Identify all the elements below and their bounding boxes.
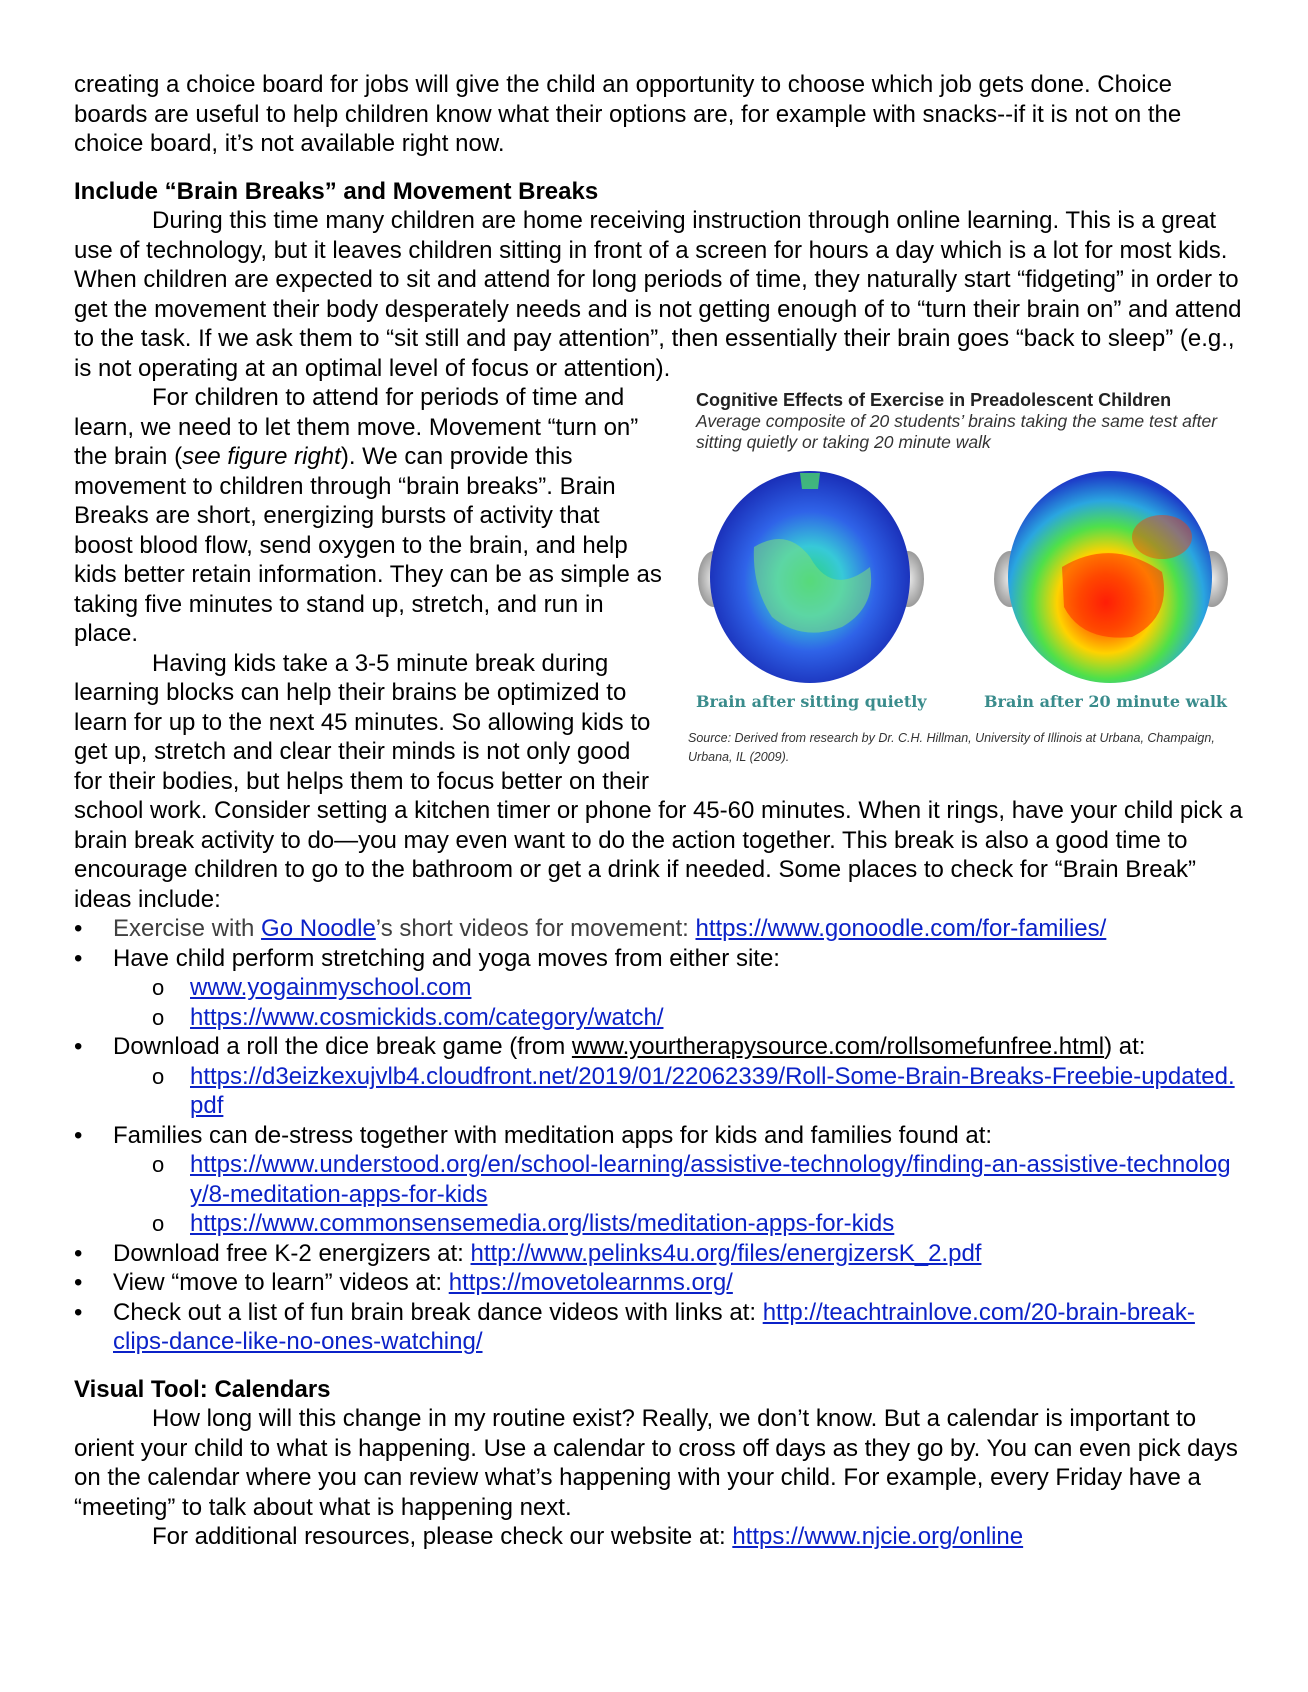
list-item-text: Download free K-2 energizers at:	[113, 1239, 471, 1267]
sub-list-item	[113, 1150, 1244, 1209]
cosmickids-link[interactable]: https://www.cosmickids.com/category/watch/	[190, 1003, 664, 1031]
figure-source: Source: Derived from research by Dr. C.H. Hillman, University of Illinois at Urbana, Champaign, Urbana, IL (2009).	[688, 731, 1215, 764]
caption-sitting-quietly: Brain after sitting quietly	[696, 692, 927, 711]
exercise-brain-figure	[682, 389, 1244, 789]
list-item	[74, 1298, 1244, 1357]
list-item-text: Download a roll the dice break game (from	[113, 1033, 572, 1060]
paragraph-2-text-b: ). We can provide this movement to children through “brain breaks”. Brain Breaks are short, energizing bursts of activity that boost blood flow, send oxygen to the brain, and help kids better retain information. They can be as simple as taking five minutes to stand up, stretch, and run in place.	[74, 443, 662, 647]
calendars-paragraph-1: How long will this change in my routine exist? Really, we don’t know. But a calendar is important to orient your child to what is happening. Use a calendar to cross off days as they go by. You can even pick days on the calendar where you can review what’s happening with your child. For example, every Friday have a “meeting” to talk about what is happening next.	[74, 1405, 1238, 1521]
brain-breaks-heading: Include “Brain Breaks” and Movement Breaks	[74, 177, 599, 205]
sub-list	[113, 973, 1244, 1032]
list-item-text: Check out a list of fun brain break dance videos with links at:	[113, 1298, 763, 1326]
sub-list-item	[113, 1062, 1244, 1121]
understood-meditation-link[interactable]: https://www.understood.org/en/school-learning/assistive-technology/finding-an-assistive-technology/8-meditation-apps-for-kids	[190, 1151, 1231, 1208]
brain-break-resources-list	[74, 914, 1244, 1357]
go-noodle-link[interactable]: Go Noodle	[261, 915, 376, 942]
commonsensemedia-link[interactable]: https://www.commonsensemedia.org/lists/meditation-apps-for-kids	[190, 1210, 895, 1237]
calendars-paragraph-2	[74, 1522, 1244, 1552]
list-item-text: Families can de-stress together with meditation apps for kids and families found at:	[113, 1121, 993, 1149]
sub-list	[113, 1150, 1244, 1239]
resources-text: For additional resources, please check our website at:	[152, 1523, 733, 1550]
list-item-text: Exercise with	[113, 915, 262, 942]
brain-breaks-paragraph-3: Having kids take a 3-5 minute break during learning blocks can help their brains be optimized to learn for up to the next 45 minutes. So allowing kids to get up, stretch and clear their minds is not only good for their bodies, but helps them to focus better on their school work. Consider setting a kitchen timer or phone for 45-60 minutes. When it rings, have your child pick a brain break activity to do—you may even want to do the action together. This break is also a good time to encourage children to go to the bathroom or get a drink if needed. Some places to check for “Brain Break” ideas include:	[74, 649, 1243, 913]
list-item	[74, 1032, 1244, 1121]
sub-list-item	[113, 973, 1244, 1003]
figure-subtitle: Average composite of 20 students’ brains taking the same test after sitting quietly or taking 20 minute walk	[696, 411, 1218, 452]
list-item	[74, 944, 1244, 1033]
sub-list-item	[113, 1003, 1244, 1033]
figure-title: Cognitive Effects of Exercise in Preadolescent Children	[696, 390, 1172, 410]
caption-after-walk: Brain after 20 minute walk	[984, 692, 1227, 711]
yogainmyschool-link[interactable]: www.yogainmyschool.com	[190, 974, 472, 1001]
list-item-text: Have child perform stretching and yoga moves from either site:	[113, 944, 780, 972]
see-figure-right-italic: see figure right	[182, 443, 341, 470]
list-item	[74, 1121, 1244, 1239]
calendars-heading: Visual Tool: Calendars	[74, 1375, 331, 1403]
list-item-text: View “move to learn” videos at:	[113, 1269, 449, 1296]
sub-list-item	[113, 1209, 1244, 1239]
list-item	[74, 914, 1244, 944]
njcie-online-link[interactable]: https://www.njcie.org/online	[732, 1523, 1024, 1550]
pelinks4u-link[interactable]: http://www.pelinks4u.org/files/energizersK_2.pdf	[470, 1239, 982, 1267]
list-item-text: ’s short videos for movement:	[375, 915, 696, 942]
yourtherapysource-link[interactable]: www.yourtherapysource.com/rollsomefunfree.html	[571, 1033, 1105, 1060]
intro-paragraph: creating a choice board for jobs will give the child an opportunity to choose which job gets done. Choice boards are useful to help children know what their options are, for example with snacks--if it is not on the choice board, it’s not available right now.	[74, 71, 1182, 157]
brain-breaks-paragraph-1: During this time many children are home receiving instruction through online learning. This is a great use of technology, but it leaves children sitting in front of a screen for hours a day which is a lot for most kids. When children are expected to sit and attend for long periods of time, they naturally start “fidgeting” in order to get the movement their body desperately needs and is not getting enough of to “turn their brain on” and attend to the task. If we ask them to “sit still and pay attention”, then essentially their brain goes “back to sleep” (e.g., is not operating at an optimal level of focus or attention).	[74, 207, 1242, 382]
paragraph-2-text-a: For children to attend for periods of time and learn, we need to let them move. Movement “turn on” the brain (	[74, 384, 639, 470]
gonoodle-url-link[interactable]: https://www.gonoodle.com/for-families/	[695, 915, 1107, 942]
list-item-text: ) at:	[1104, 1033, 1146, 1060]
movetolearn-link[interactable]: https://movetolearnms.org/	[448, 1269, 733, 1296]
list-item	[74, 1239, 1244, 1269]
document-page	[74, 70, 1244, 1552]
brain-scan-image	[692, 467, 1242, 707]
list-item	[74, 1268, 1244, 1298]
roll-brain-breaks-pdf-link[interactable]: https://d3eizkexujvlb4.cloudfront.net/2019/01/22062339/Roll-Some-Brain-Breaks-Freebie-updated.pdf	[190, 1062, 1235, 1119]
sub-list	[113, 1062, 1244, 1121]
teachtrainlove-link[interactable]: http://teachtrainlove.com/20-brain-break-clips-dance-like-no-ones-watching/	[113, 1298, 1195, 1355]
